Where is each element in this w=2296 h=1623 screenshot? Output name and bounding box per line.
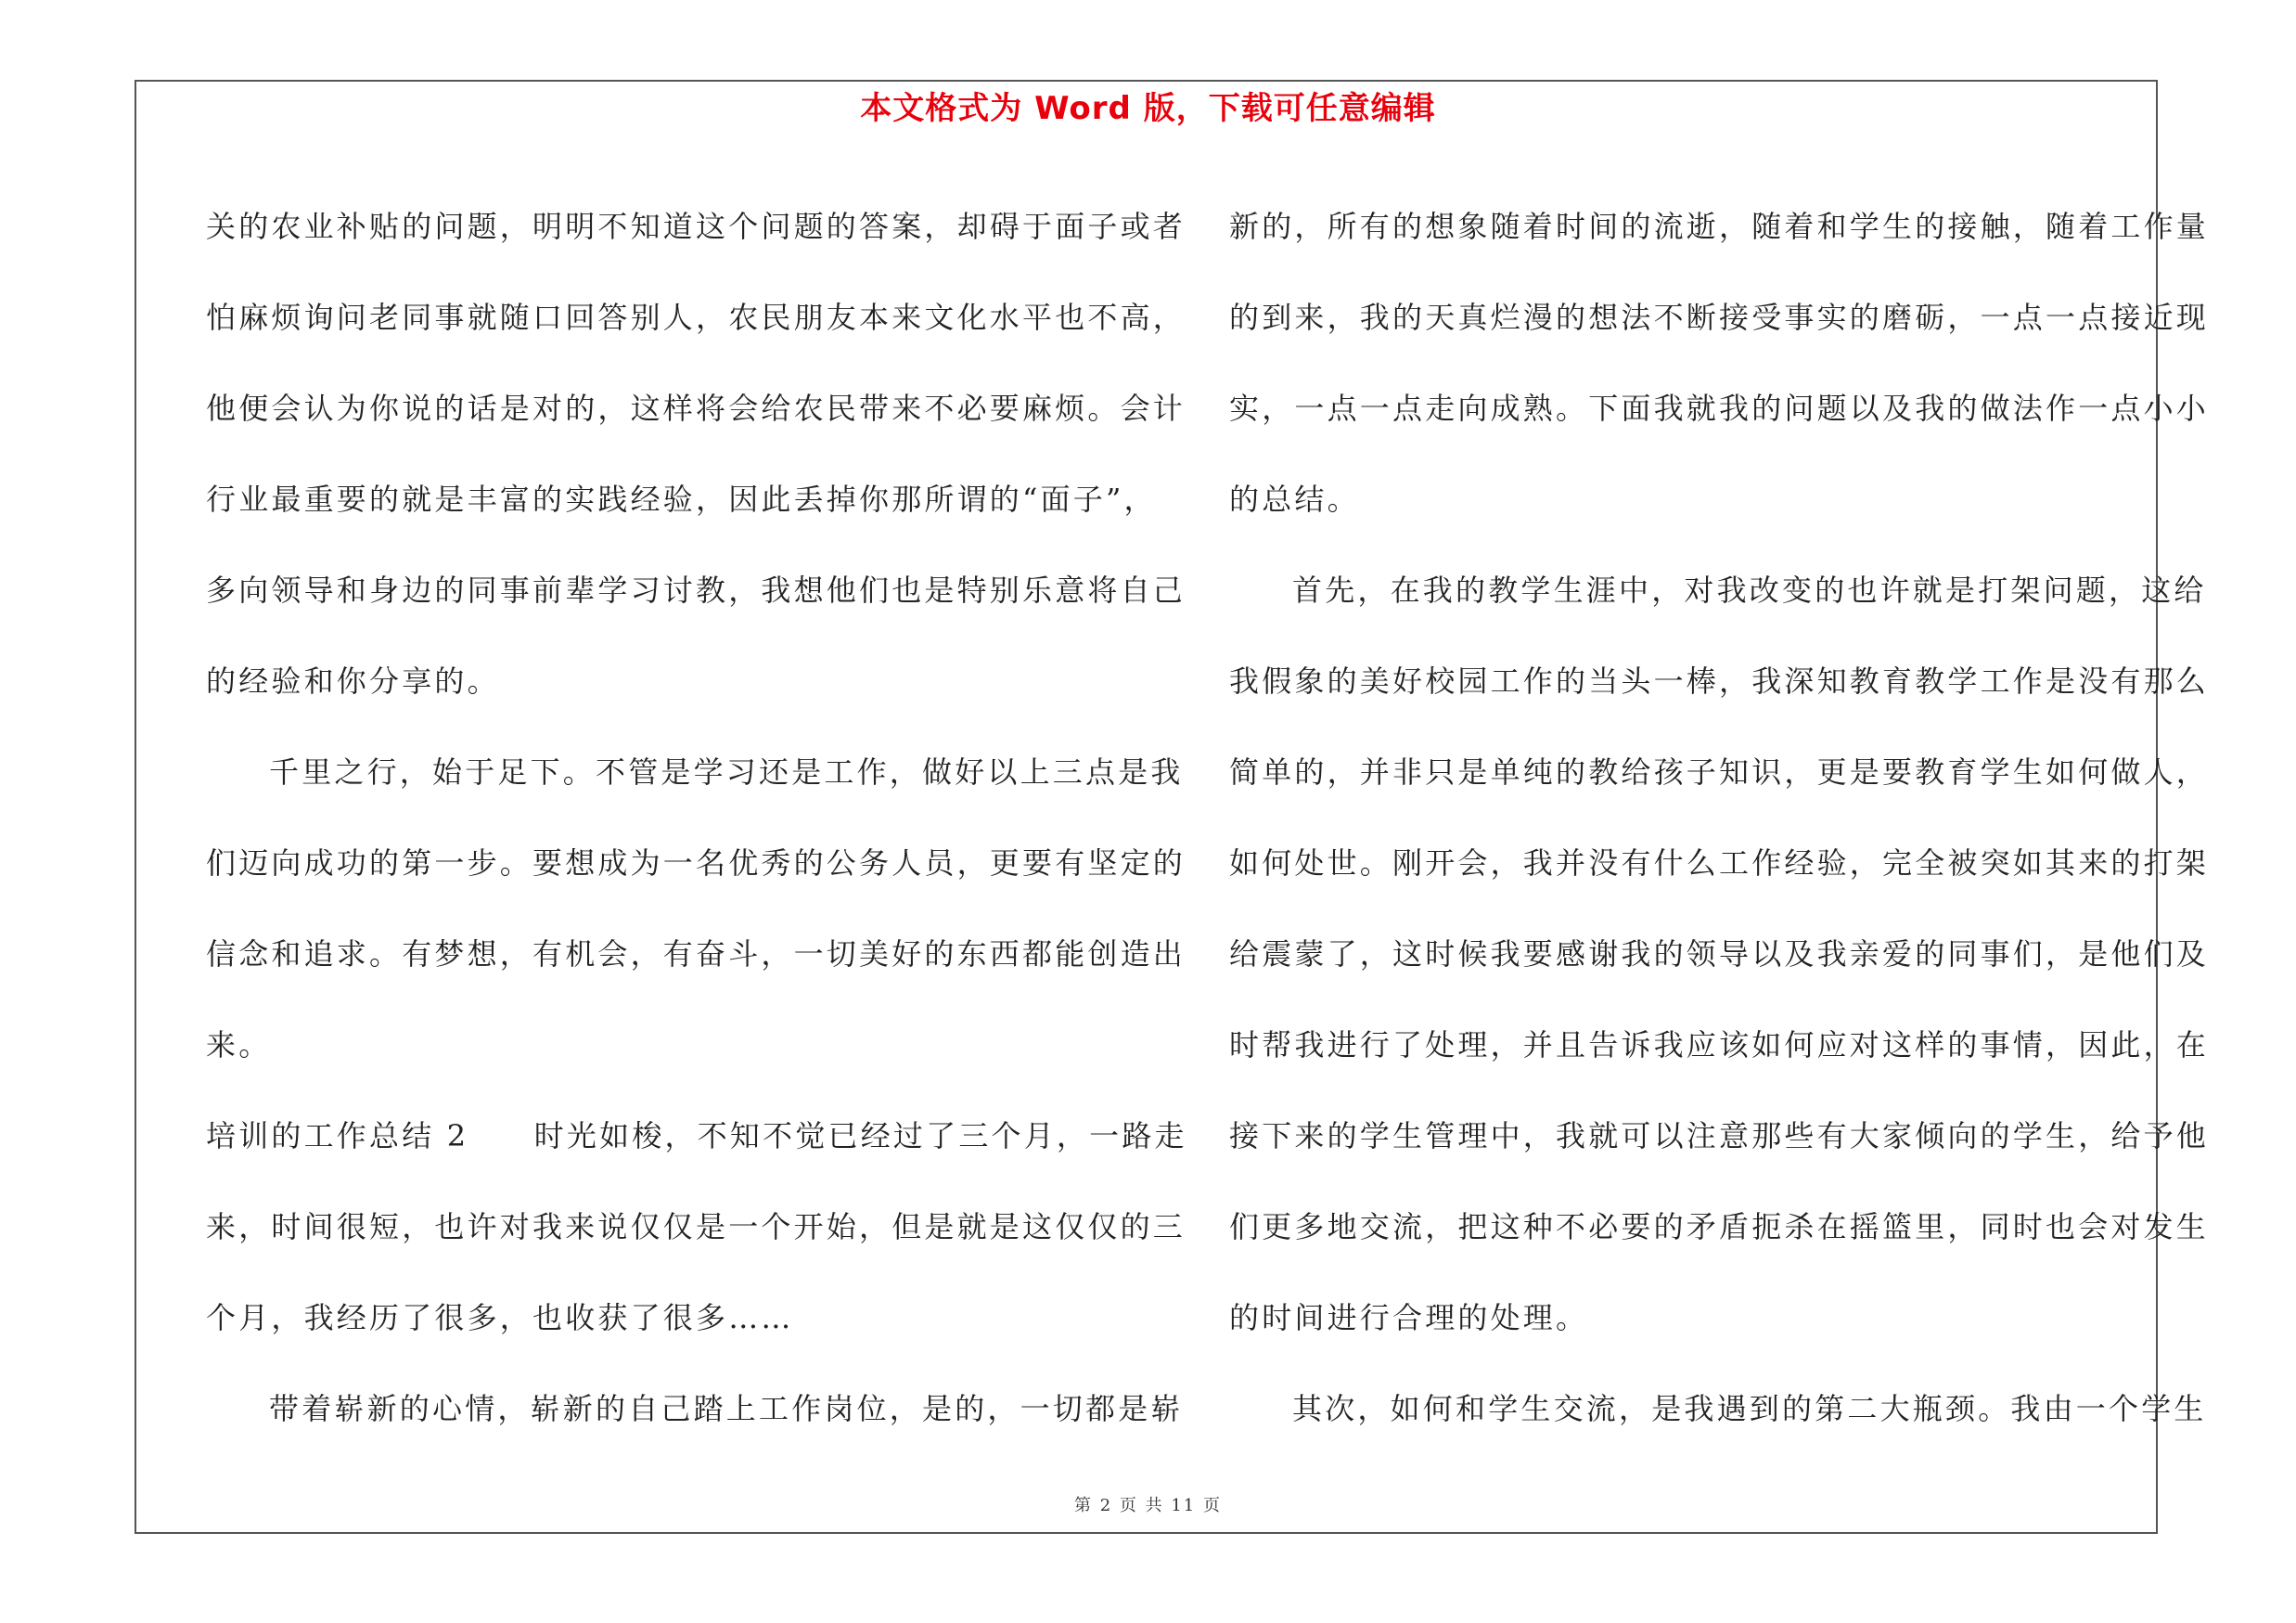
text-line: 如何处世。刚开会，我并没有什么工作经验，完全被突如其来的打架 <box>1229 845 2210 881</box>
text-line: 的到来，我的天真烂漫的想法不断接受事实的磨砺，一点一点接近现 <box>1229 300 2210 335</box>
text-line: 关的农业补贴的问题，明明不知道这个问题的答案，却碍于面子或者 <box>206 209 1186 244</box>
page-number: 第 2 页 共 11 页 <box>1074 1496 1222 1515</box>
text-line: 来，时间很短，也许对我来说仅仅是一个开始，但是就是这仅仅的三 <box>206 1209 1186 1244</box>
text-line: 首先，在我的教学生涯中，对我改变的也许就是打架问题，这给 <box>1292 573 2207 608</box>
section-heading-line: 培训的工作总结 2 时光如梭，不知不觉已经过了三个月，一路走 <box>206 1118 1187 1153</box>
text-line: 新的，所有的想象随着时间的流逝，随着和学生的接触，随着工作量 <box>1229 209 2210 244</box>
right-text-column <box>1229 181 2210 1454</box>
text-line: 的总结。 <box>1229 482 1360 517</box>
text-line: 个月，我经历了很多，也收获了很多…… <box>206 1300 794 1335</box>
text-line: 的经验和你分享的。 <box>206 663 500 699</box>
text-line: 时帮我进行了处理，并且告诉我应该如何应对这样的事情，因此，在 <box>1229 1027 2210 1063</box>
text-line: 简单的，并非只是单纯的教给孩子知识，更是要教育学生如何做人， <box>1229 754 2210 790</box>
text-line: 多向领导和身边的同事前辈学习讨教，我想他们也是特别乐意将自己 <box>206 573 1186 608</box>
text-line: 来。 <box>206 1027 272 1063</box>
text-line: 他便会认为你说的话是对的，这样将会给农民带来不必要麻烦。会计 <box>206 391 1186 426</box>
text-line: 怕麻烦询问老同事就随口回答别人，农民朋友本来文化水平也不高， <box>206 300 1186 335</box>
text-line: 带着崭新的心情，崭新的自己踏上工作岗位，是的，一切都是崭 <box>269 1391 1184 1426</box>
text-line: 千里之行，始于足下。不管是学习还是工作，做好以上三点是我 <box>269 754 1184 790</box>
text-line: 其次，如何和学生交流，是我遇到的第二大瓶颈。我由一个学生 <box>1292 1391 2207 1426</box>
text-line: 们更多地交流，把这种不必要的矛盾扼杀在摇篮里，同时也会对发生 <box>1229 1209 2210 1244</box>
text-line: 给震蒙了，这时候我要感谢我的领导以及我亲爱的同事们，是他们及 <box>1229 936 2210 972</box>
text-line: 接下来的学生管理中，我就可以注意那些有大家倾向的学生，给予他 <box>1229 1118 2210 1153</box>
text-line: 实，一点一点走向成熟。下面我就我的问题以及我的做法作一点小小 <box>1229 391 2210 426</box>
text-line: 行业最重要的就是丰富的实践经验，因此丢掉你那所谓的“面子”， <box>206 482 1157 517</box>
text-line: 我假象的美好校园工作的当头一棒，我深知教育教学工作是没有那么 <box>1229 663 2210 699</box>
left-text-column <box>206 181 1187 1454</box>
text-line: 们迈向成功的第一步。要想成为一名优秀的公务人员，更要有坚定的 <box>206 845 1186 881</box>
format-banner: 本文格式为 Word 版，下载可任意编辑 <box>860 90 1436 127</box>
text-line: 信念和追求。有梦想，有机会，有奋斗，一切美好的东西都能创造出 <box>206 936 1186 972</box>
text-line: 的时间进行合理的处理。 <box>1229 1300 1589 1335</box>
